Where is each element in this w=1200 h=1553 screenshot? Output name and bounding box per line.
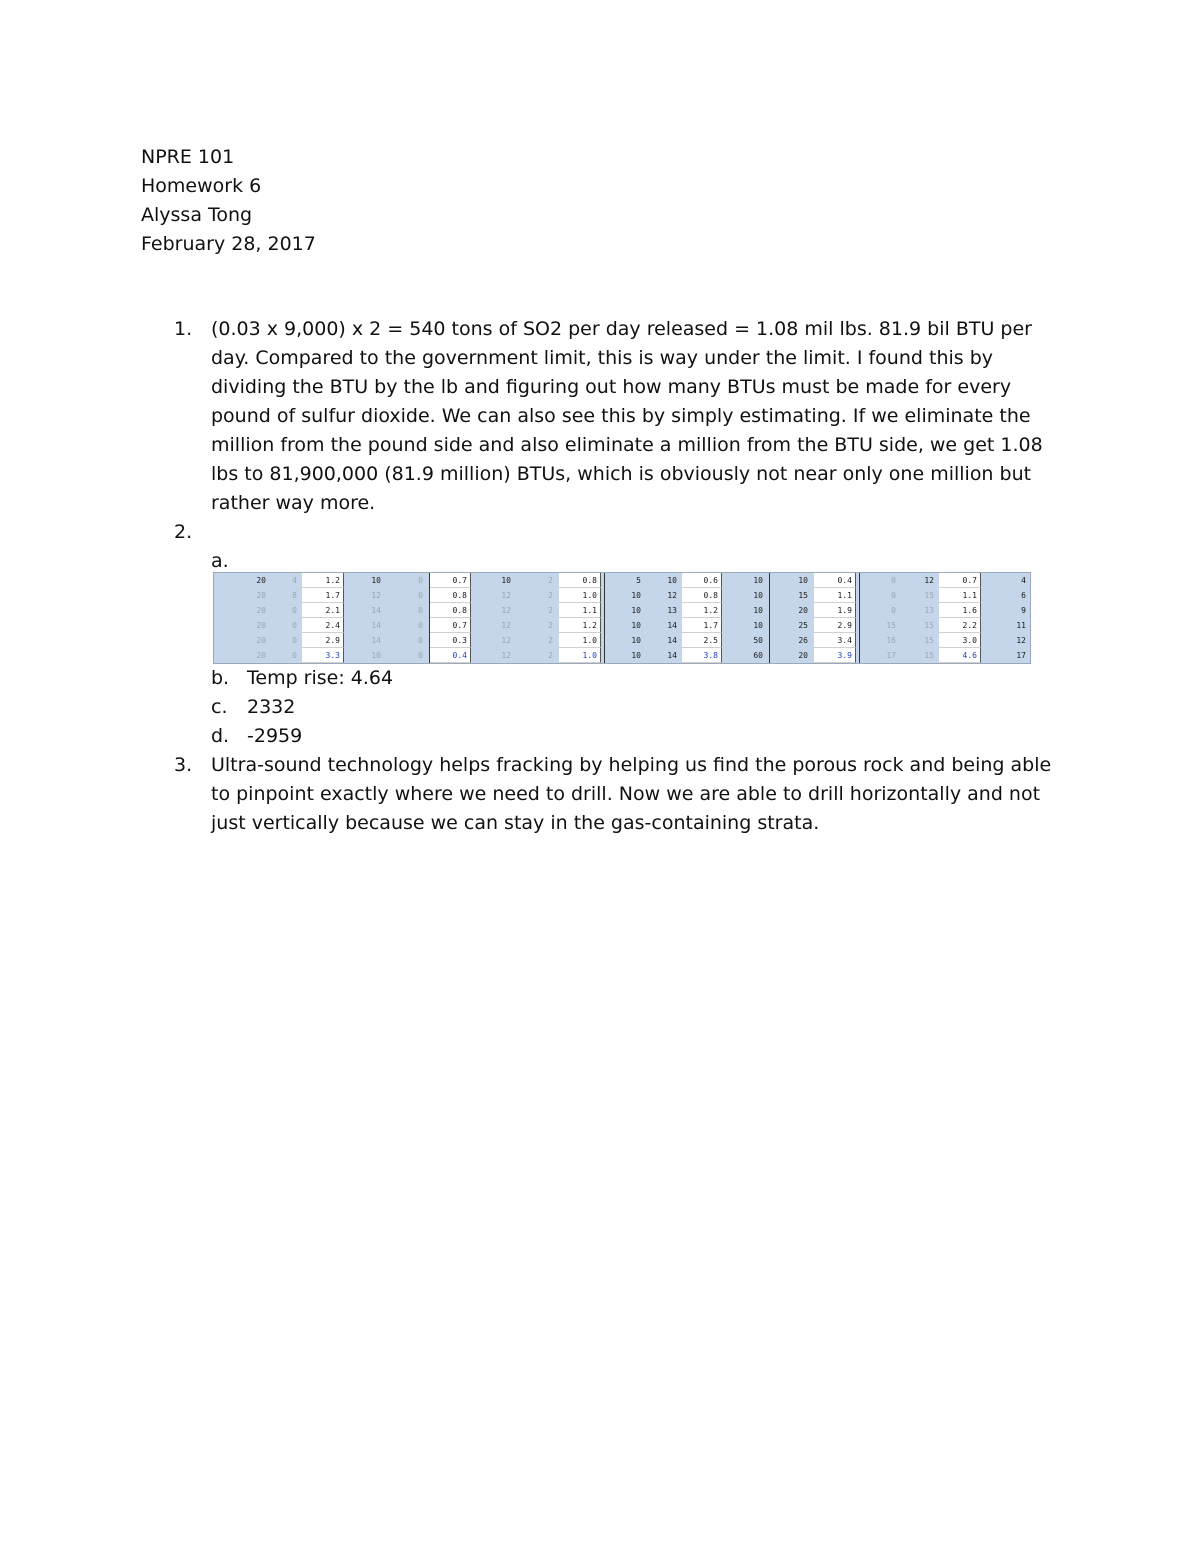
spreadsheet-cell: 10 [753,621,763,630]
spreadsheet-cell: 0.4 [429,648,471,663]
spreadsheet-excerpt [213,572,1031,664]
spreadsheet-cell: 0.8 [429,588,471,603]
question-answer [211,518,1074,547]
spreadsheet-cell: 2.9 [302,633,344,648]
spreadsheet-cell: 3.8 [682,648,722,663]
spreadsheet-row [214,603,1030,618]
spreadsheet-cell: 10 [371,651,381,660]
spreadsheet-cell: 6 [1021,591,1026,600]
spreadsheet-divider [769,573,770,663]
spreadsheet-divider [429,573,430,663]
spreadsheet-cell: 14 [667,621,677,630]
spreadsheet-cell: 1.6 [939,603,981,618]
spreadsheet-cell: 12 [501,621,511,630]
spreadsheet-cell: 3.9 [814,648,856,663]
spreadsheet-cell: 10 [753,591,763,600]
spreadsheet-cell: 1.0 [559,588,601,603]
spreadsheet-cell: 0 [292,621,297,630]
spreadsheet-cell: 12 [667,591,677,600]
spreadsheet-cell: 26 [798,636,808,645]
spreadsheet-divider [604,573,605,663]
spreadsheet-cell: 0 [418,576,423,585]
spreadsheet-cell: 2.9 [814,618,856,633]
spreadsheet-cell: 4 [1021,576,1026,585]
spreadsheet-cell: 2.1 [302,603,344,618]
spreadsheet-cell: 0.6 [682,573,722,588]
spreadsheet-cell: 15 [924,621,934,630]
spreadsheet-cell: 0.3 [429,633,471,648]
spreadsheet-cell: 12 [1016,636,1026,645]
spreadsheet-cell: 20 [256,591,266,600]
spreadsheet-cell: 12 [501,651,511,660]
subpart-answer: -2959 [247,725,303,747]
spreadsheet-cell: 0.4 [814,573,856,588]
spreadsheet-cell: 25 [798,621,808,630]
spreadsheet-cell: 15 [924,591,934,600]
spreadsheet-cell: 0 [418,591,423,600]
author-name: Alyssa Tong [141,204,253,226]
spreadsheet-cell: 0 [418,606,423,615]
spreadsheet-row [214,648,1030,663]
spreadsheet-cell: 10 [667,576,677,585]
spreadsheet-cell: 2 [548,636,553,645]
spreadsheet-cell: 14 [371,636,381,645]
spreadsheet-cell: 10 [631,591,641,600]
spreadsheet-cell: 15 [924,636,934,645]
question-number: 1. [174,318,193,340]
question-3 [174,751,1074,838]
spreadsheet-cell: 15 [886,621,896,630]
spreadsheet-cell: 2 [548,621,553,630]
spreadsheet-row [214,588,1030,603]
spreadsheet-cell: 0 [891,591,896,600]
spreadsheet-cell: 1.9 [814,603,856,618]
question-number: 2. [174,521,193,543]
spreadsheet-cell: 0.7 [429,618,471,633]
spreadsheet-cell: 20 [256,651,266,660]
spreadsheet-cell: 3.0 [939,633,981,648]
spreadsheet-cell: 0 [891,606,896,615]
spreadsheet-cell: 2.2 [939,618,981,633]
spreadsheet-cell: 1.7 [302,588,344,603]
spreadsheet-cell: 2 [548,651,553,660]
spreadsheet-cell: 10 [753,606,763,615]
subpart-b [211,664,1074,693]
spreadsheet-cell: 50 [753,636,763,645]
question-answer: (0.03 x 9,000) x 2 = 540 tons of SO2 per day released = 1.08 mil lbs. 81.9 bil BTU per day. Compared to the government limit, this is way under the limit. I found this by dividing the BTU by the lb and figuring out how many BTUs must be made for every pound of sulfur dioxide. We can also see this by simply estimating. If we eliminate the million from the pound side and also eliminate a million from the BTU side, we get 1.08 lbs to 81,900,000 (81.9 million) BTUs, which is obviously not near only one million but rather way more. [211,318,1043,514]
course-title: NPRE 101 [141,146,235,168]
spreadsheet-cell: 12 [501,591,511,600]
spreadsheet-cell: 2.4 [302,618,344,633]
subpart-label: a. [211,550,229,572]
spreadsheet-cell: 8 [292,591,297,600]
spreadsheet-cell: 1.1 [559,603,601,618]
spreadsheet-cell: 1.0 [559,633,601,648]
spreadsheet-cell: 2.5 [682,633,722,648]
spreadsheet-cell: 1.2 [559,618,601,633]
spreadsheet-cell: 0 [292,636,297,645]
spreadsheet-cell: 10 [501,576,511,585]
spreadsheet-cell: 0.7 [939,573,981,588]
spreadsheet-cell: 5 [636,576,641,585]
spreadsheet-cell: 20 [256,606,266,615]
subpart-answer: Temp rise: 4.64 [247,667,394,689]
spreadsheet-cell: 10 [798,576,808,585]
spreadsheet-cell: 14 [371,621,381,630]
spreadsheet-cell: 0.8 [559,573,601,588]
document-date: February 28, 2017 [141,233,316,255]
subpart-label: d. [211,725,230,747]
spreadsheet-cell: 0 [891,576,896,585]
spreadsheet-cell: 14 [667,636,677,645]
spreadsheet-cell: 14 [667,651,677,660]
document-header [141,143,316,259]
spreadsheet-cell: 12 [371,591,381,600]
spreadsheet-cell: 1.7 [682,618,722,633]
spreadsheet-cell: 0 [418,651,423,660]
spreadsheet-divider [859,573,860,663]
spreadsheet-cell: 10 [631,606,641,615]
spreadsheet-cell: 12 [924,576,934,585]
spreadsheet-cell: 4 [292,576,297,585]
spreadsheet-cell: 2 [548,606,553,615]
assignment-title: Homework 6 [141,175,262,197]
spreadsheet-cell: 2 [548,576,553,585]
spreadsheet-cell: 2 [548,591,553,600]
spreadsheet-cell: 0 [292,651,297,660]
spreadsheet-cell: 15 [924,651,934,660]
spreadsheet-cell: 12 [501,606,511,615]
spreadsheet-cell: 3.4 [814,633,856,648]
spreadsheet-cell: 0 [418,636,423,645]
spreadsheet-row [214,633,1030,648]
spreadsheet-cell: 60 [753,651,763,660]
spreadsheet-cell: 10 [753,576,763,585]
question-answer: Ultra-sound technology helps fracking by helping us find the porous rock and being able to pinpoint exactly where we need to drill. Now we are able to drill horizontally and not just vertically because we can stay in the gas-containing strata. [211,754,1052,834]
spreadsheet-cell: 0 [418,621,423,630]
spreadsheet-cell: 12 [501,636,511,645]
spreadsheet-cell: 20 [798,651,808,660]
subpart-answer: 2332 [247,696,296,718]
spreadsheet-cell: 10 [631,636,641,645]
subpart-label: b. [211,667,230,689]
subpart-label: c. [211,696,228,718]
spreadsheet-cell: 14 [371,606,381,615]
spreadsheet-cell: 0.8 [682,588,722,603]
spreadsheet-cell: 13 [924,606,934,615]
spreadsheet-cell: 16 [886,636,896,645]
spreadsheet-cell: 20 [256,636,266,645]
spreadsheet-cell: 17 [1016,651,1026,660]
spreadsheet-cell: 4.6 [939,648,981,663]
question-1 [174,315,1074,518]
spreadsheet-cell: 0.7 [429,573,471,588]
spreadsheet-cell: 10 [631,621,641,630]
spreadsheet-cell: 11 [1016,621,1026,630]
subpart-c [211,693,1074,722]
spreadsheet-cell: 10 [631,651,641,660]
spreadsheet-cell: 20 [256,621,266,630]
spreadsheet-cell: 17 [886,651,896,660]
spreadsheet-cell: 1.1 [814,588,856,603]
spreadsheet-cell: 0.8 [429,603,471,618]
spreadsheet-cell: 1.2 [302,573,344,588]
spreadsheet-cell: 1.0 [559,648,601,663]
spreadsheet-cell: 1.2 [682,603,722,618]
spreadsheet-cell: 3.3 [302,648,344,663]
spreadsheet-row [214,573,1030,588]
spreadsheet-cell: 9 [1021,606,1026,615]
spreadsheet-cell: 10 [371,576,381,585]
spreadsheet-cell: 20 [798,606,808,615]
spreadsheet-cell: 15 [798,591,808,600]
spreadsheet-cell: 13 [667,606,677,615]
spreadsheet-cell: 20 [256,576,266,585]
question-number: 3. [174,754,193,776]
spreadsheet-cell: 0 [292,606,297,615]
subpart-d [211,722,1074,751]
spreadsheet-row [214,618,1030,633]
spreadsheet-cell: 1.1 [939,588,981,603]
